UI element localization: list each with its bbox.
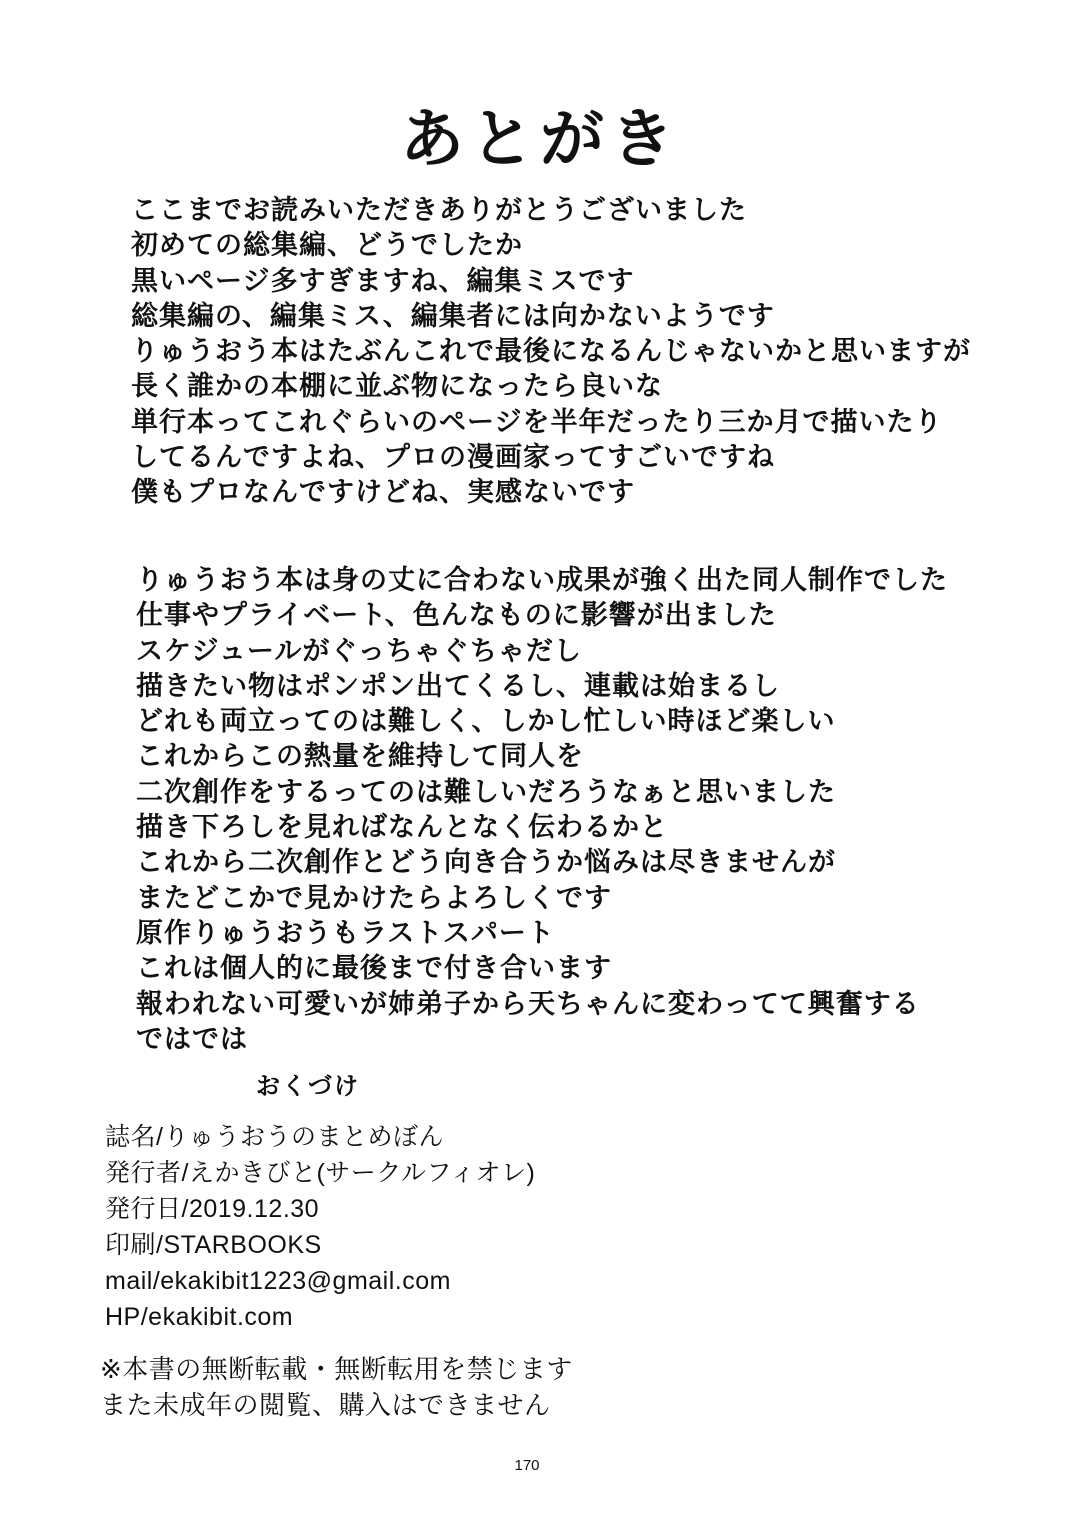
text-line: 黒いページ多すぎますね、編集ミスです xyxy=(131,265,635,297)
colophon-printer: 印刷/STARBOOKS xyxy=(105,1231,322,1259)
colophon-date: 発行日/2019.12.30 xyxy=(105,1195,320,1223)
text-line: どれも両立ってのは難しく、しかし忙しい時ほど楽しい xyxy=(136,706,836,738)
text-line: ここまでお読みいただきありがとうございました xyxy=(131,195,747,226)
note-line: ※本書の無断転載・無断転用を禁じます xyxy=(100,1355,573,1385)
text-line: 初めての総集編、どうでしたか xyxy=(131,230,523,262)
copyright-notes xyxy=(100,1352,573,1424)
text-line: 僕もプロなんですけどね、実感ないです xyxy=(131,477,635,509)
page-number: 170 xyxy=(514,1457,540,1474)
colophon-publisher: 発行者/えかきびと(サークルフィオレ) xyxy=(105,1159,536,1187)
text-line: ではでは xyxy=(136,1023,248,1055)
colophon-heading: おくづけ xyxy=(256,1072,360,1100)
text-line: 二次創作をするってのは難しいだろうなぁと思いました xyxy=(136,776,836,808)
colophon-title: 誌名/りゅうおうのまとめぼん xyxy=(105,1123,444,1151)
afterword-paragraph-2 xyxy=(136,563,948,1057)
text-line: 描きたい物はポンポン出てくるし、連載は始まるし xyxy=(136,670,780,702)
text-line: これから二次創作とどう向き合うか悩みは尽きませんが xyxy=(136,847,836,879)
text-line: りゅうおう本は身の丈に合わない成果が強く出た同人制作でした xyxy=(136,565,948,596)
text-line: これは個人的に最後まで付き合います xyxy=(136,953,612,985)
page-title: あとがき xyxy=(400,103,680,177)
text-line: 長く誰かの本棚に並ぶ物になったら良いな xyxy=(131,371,663,403)
text-line: これからこの熱量を維持して同人を xyxy=(136,741,584,773)
text-line: してるんですよね、プロの漫画家ってすごいですね xyxy=(131,442,775,474)
text-line: 原作りゅうおうもラストスパート xyxy=(136,917,555,949)
text-line: りゅうおう本はたぶんこれで最後になるんじゃないかと思いますが xyxy=(131,336,971,368)
text-line: スケジュールがぐっちゃぐちゃだし xyxy=(136,635,582,667)
afterword-paragraph-1 xyxy=(131,193,971,511)
colophon-homepage: HP/ekakibit.com xyxy=(105,1303,294,1331)
text-line: 報われない可愛いが姉弟子から天ちゃんに変わってて興奮する xyxy=(136,988,920,1020)
colophon-mail: mail/ekakibit1223@gmail.com xyxy=(105,1267,451,1295)
note-line: また未成年の閲覧、購入はできません xyxy=(100,1391,551,1421)
text-line: 総集編の、編集ミス、編集者には向かないようです xyxy=(131,300,775,332)
text-line: またどこかで見かけたらよろしくです xyxy=(136,882,612,914)
text-line: 仕事やプライベート、色んなものに影響が出ました xyxy=(136,600,777,632)
colophon xyxy=(105,1119,535,1335)
text-line: 描き下ろしを見ればなんとなく伝わるかと xyxy=(136,812,668,844)
text-line: 単行本ってこれぐらいのページを半年だったり三か月で描いたり xyxy=(131,406,943,438)
